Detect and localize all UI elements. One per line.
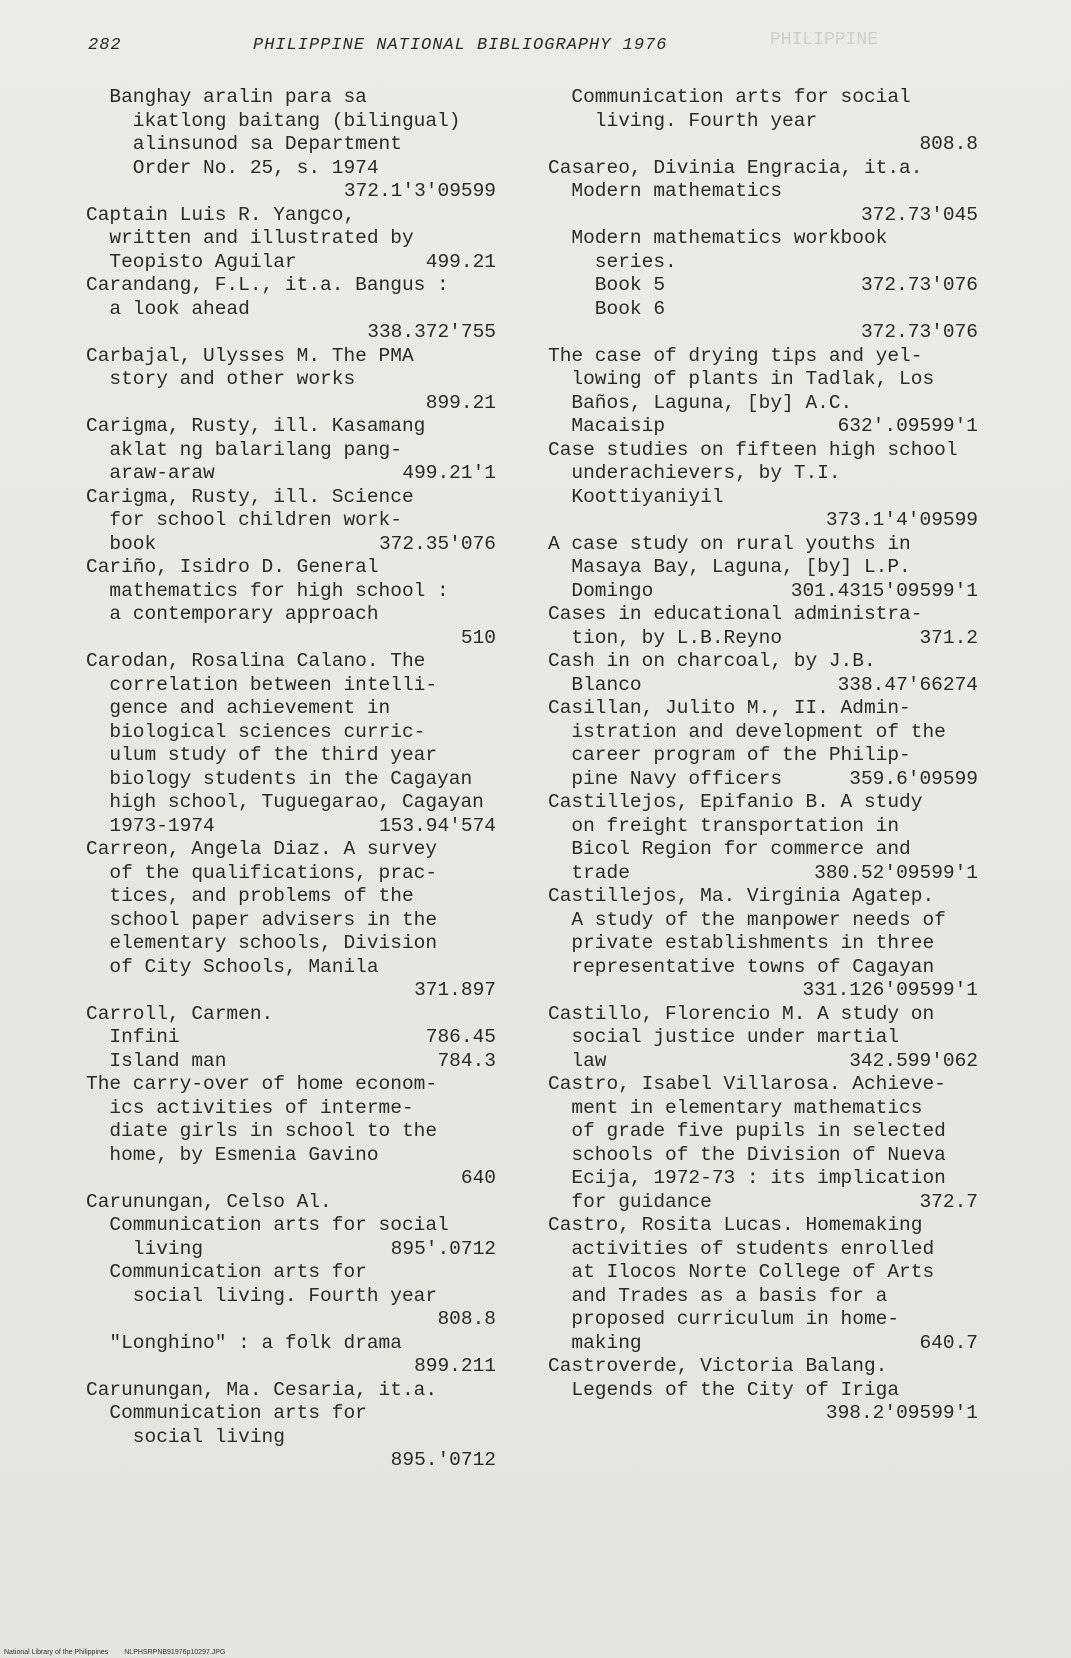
bibliography-entry xyxy=(548,86,978,157)
classification-number: 510 xyxy=(460,626,496,649)
entry-line: Castillejos, Epifanio B. A study xyxy=(548,791,923,813)
entry-line: tices, and problems of the xyxy=(86,885,414,907)
bibliography-entry xyxy=(548,885,978,1003)
entry-line: home, by Esmenia Gavino xyxy=(86,1143,379,1166)
entry-line: on freight transportation in xyxy=(548,814,900,837)
entry-line: Order No. 25, s. 1974 xyxy=(86,156,379,179)
entry-line: school paper advisers in the xyxy=(86,908,438,931)
classification-number: 371.897 xyxy=(414,979,496,1001)
entry-line: Cases in educational administra- xyxy=(548,603,923,625)
bibliography-entry xyxy=(548,791,978,885)
entry-line: story and other works xyxy=(86,368,356,390)
classification-number: 338.372'755 xyxy=(367,321,496,343)
entry-line: Modern mathematics workbook xyxy=(548,227,888,249)
entry-line: Communication arts for social xyxy=(548,86,911,108)
classification-number: 372.73'045 xyxy=(860,203,978,226)
bleed-through-text: PHILIPPINE xyxy=(770,30,879,50)
entry-line: Carunungan, Celso Al. xyxy=(86,1190,332,1213)
page-number: 282 xyxy=(88,36,122,55)
bibliography-entry xyxy=(86,1073,496,1191)
entry-line: ics activities of interme- xyxy=(86,1096,414,1119)
entry-line: 1973-1974 xyxy=(86,814,215,837)
bibliography-entry xyxy=(548,439,978,533)
entry-line: The carry-over of home econom- xyxy=(86,1073,438,1095)
entry-line: Domingo xyxy=(548,579,654,602)
entry-line: Captain Luis R. Yangco, xyxy=(86,203,356,226)
classification-number: 372.35'076 xyxy=(378,532,496,555)
entry-line: living. Fourth year xyxy=(548,109,818,132)
entry-line: proposed curriculum in home- xyxy=(548,1308,900,1330)
classification-number: 342.599'062 xyxy=(849,1049,978,1072)
bibliography-entry xyxy=(548,1073,978,1214)
classification-number: 359.6'09599 xyxy=(849,767,978,790)
bibliography-entry xyxy=(86,274,496,345)
entry-line: Carigma, Rusty, ill. Science xyxy=(86,485,414,508)
entry-line: aklat ng balarilang pang- xyxy=(86,438,402,461)
footer-source: National Library of the Philippines xyxy=(4,1649,109,1656)
entry-line: Banghay aralin para sa xyxy=(86,86,367,108)
entry-line: biology students in the Cagayan xyxy=(86,767,473,790)
entry-line: Casillan, Julito M., II. Admin- xyxy=(548,697,911,719)
classification-number: 338.47'66274 xyxy=(837,673,978,696)
entry-line: book xyxy=(86,532,157,555)
entry-line: Casareo, Divinia Engracia, it.a. xyxy=(548,156,923,179)
bibliography-entry xyxy=(86,556,496,650)
entry-line: Cariño, Isidro D. General xyxy=(86,556,379,578)
entry-line: diate girls in school to the xyxy=(86,1120,438,1142)
bibliography-entry xyxy=(86,650,496,838)
entry-line: trade xyxy=(548,861,630,884)
classification-number: 786.45 xyxy=(425,1026,496,1048)
classification-number: 373.1'4'09599 xyxy=(825,509,978,531)
classification-number: 808.8 xyxy=(919,133,978,155)
entry-line: law xyxy=(548,1049,607,1072)
entry-line: Teopisto Aguilar xyxy=(86,250,297,273)
entry-line: series. xyxy=(548,250,677,273)
classification-number: 372.73'076 xyxy=(860,321,978,343)
entry-line: Castillo, Florencio M. A study on xyxy=(548,1002,935,1025)
classification-number: 895'.0712 xyxy=(390,1237,496,1260)
entry-line: A study of the manpower needs of xyxy=(548,908,946,931)
entry-line: Castro, Isabel Villarosa. Achieve- xyxy=(548,1073,946,1095)
bibliography-entry xyxy=(86,1191,496,1262)
entry-line: social living. Fourth year xyxy=(86,1284,438,1307)
entry-line: Book 5 xyxy=(548,274,666,296)
classification-number: 372.7 xyxy=(919,1190,978,1213)
entry-line: Carreon, Angela Diaz. A survey xyxy=(86,838,438,860)
bibliography-entry xyxy=(548,345,978,439)
bibliography-entry xyxy=(86,1261,496,1332)
entry-line: Carandang, F.L., it.a. Bangus : xyxy=(86,274,449,296)
entry-line: Infini xyxy=(86,1026,180,1048)
bibliography-entry xyxy=(86,86,496,204)
bibliography-entry xyxy=(86,1003,496,1050)
entry-line: Island man xyxy=(86,1049,227,1072)
entry-line: A case study on rural youths in xyxy=(548,532,911,555)
entry-line: written and illustrated by xyxy=(86,227,414,249)
entry-line: Communication arts for social xyxy=(86,1214,449,1236)
classification-number: 398.2'09599'1 xyxy=(825,1402,978,1424)
entry-line: Communication arts for xyxy=(86,1261,367,1283)
bibliography-entry xyxy=(86,486,496,557)
classification-number: 301.4315'09599'1 xyxy=(790,579,978,602)
bibliography-entry xyxy=(86,838,496,1003)
bibliography-entry xyxy=(548,1214,978,1355)
bibliography-entry xyxy=(86,1050,496,1074)
entry-line: Book 6 xyxy=(548,297,666,320)
bibliography-entry xyxy=(548,1003,978,1074)
entry-line: Masaya Bay, Laguna, [by] L.P. xyxy=(548,556,911,578)
classification-number: 499.21'1 xyxy=(402,462,496,484)
bibliography-entry xyxy=(548,697,978,791)
entry-line: activities of students enrolled xyxy=(548,1237,935,1260)
entry-line: istration and development of the xyxy=(548,720,946,743)
entry-line: Legends of the City of Iriga xyxy=(548,1378,900,1401)
entry-line: Carroll, Carmen. xyxy=(86,1002,274,1025)
bibliography-entry xyxy=(548,603,978,650)
entry-line: for guidance xyxy=(548,1190,712,1213)
entry-line: araw-araw xyxy=(86,462,215,484)
bibliography-entry xyxy=(548,1355,978,1426)
entry-line: Koottiyaniyil xyxy=(548,485,724,508)
entry-line: Case studies on fifteen high school xyxy=(548,438,958,461)
classification-number: 153.94'574 xyxy=(378,814,496,837)
entry-line: Carunungan, Ma. Cesaria, it.a. xyxy=(86,1378,438,1401)
entry-line: social justice under martial xyxy=(548,1026,900,1048)
classification-number: 371.2 xyxy=(919,626,978,649)
entry-line: at Ilocos Norte College of Arts xyxy=(548,1261,935,1283)
footer-credit xyxy=(4,1649,225,1656)
bibliography-entry xyxy=(86,345,496,416)
bibliography-entry xyxy=(86,204,496,275)
entry-line: Castro, Rosita Lucas. Homemaking xyxy=(548,1214,923,1236)
classification-number: 895.'0712 xyxy=(390,1449,496,1471)
entry-line: for school children work- xyxy=(86,509,402,531)
entry-line: pine Navy officers xyxy=(548,767,783,790)
entry-line: schools of the Division of Nueva xyxy=(548,1143,946,1166)
classification-number: 372.1'3'09599 xyxy=(343,180,496,202)
entry-line: Baños, Laguna, [by] A.C. xyxy=(548,391,853,414)
bibliography-entry xyxy=(548,157,978,228)
entry-line: ikatlong baitang (bilingual) xyxy=(86,109,461,132)
entry-line: social living xyxy=(86,1425,285,1448)
bibliography-entry xyxy=(548,227,978,298)
entry-line: living xyxy=(86,1237,204,1260)
entry-line: representative towns of Cagayan xyxy=(548,955,935,978)
entry-line: a contemporary approach xyxy=(86,603,379,625)
entry-line: high school, Tuguegarao, Cagayan xyxy=(86,791,484,813)
classification-number: 331.126'09599'1 xyxy=(802,979,978,1001)
entry-line: Carbajal, Ulysses M. The PMA xyxy=(86,344,414,367)
entry-line: Cash in on charcoal, by J.B. xyxy=(548,650,876,672)
entry-line: alinsunod sa Department xyxy=(86,133,402,155)
entry-line: private establishments in three xyxy=(548,932,935,954)
entry-line: mathematics for high school : xyxy=(86,579,449,602)
entry-line: Blanco xyxy=(548,673,642,696)
classification-number: 632'.09599'1 xyxy=(837,415,978,437)
entry-line: ulum study of the third year xyxy=(86,744,438,766)
entry-line: biological sciences curric- xyxy=(86,720,426,743)
entry-line: ment in elementary mathematics xyxy=(548,1096,923,1119)
entry-line: of the qualifications, prac- xyxy=(86,861,438,884)
entry-line: making xyxy=(548,1331,642,1354)
entry-line: a look ahead xyxy=(86,297,250,320)
entry-line: Modern mathematics xyxy=(548,180,783,202)
page-title: PHILIPPINE NATIONAL BIBLIOGRAPHY 1976 xyxy=(253,36,668,55)
bibliography-entry xyxy=(548,650,978,697)
right-column xyxy=(548,86,978,1426)
entry-line: Carigma, Rusty, ill. Kasamang xyxy=(86,415,426,437)
entry-line: correlation between intelli- xyxy=(86,673,438,696)
entry-line: career program of the Philip- xyxy=(548,744,911,766)
entry-line: "Longhino" : a folk drama xyxy=(86,1331,402,1354)
classification-number: 899.211 xyxy=(414,1355,496,1377)
entry-line: tion, by L.B.Reyno xyxy=(548,626,783,649)
entry-line: and Trades as a basis for a xyxy=(548,1284,888,1307)
entry-line: Ecija, 1972-73 : its implication xyxy=(548,1167,946,1189)
classification-number: 499.21 xyxy=(425,250,496,273)
entry-line: Communication arts for xyxy=(86,1402,367,1424)
bibliography-entry xyxy=(86,415,496,486)
footer-filename: NLPHSRPNB91976p10297.JPG xyxy=(124,1649,226,1656)
classification-number: 899.21 xyxy=(425,391,496,414)
entry-line: underachievers, by T.I. xyxy=(548,462,841,484)
classification-number: 372.73'076 xyxy=(860,274,978,296)
classification-number: 784.3 xyxy=(437,1049,496,1072)
entry-line: lowing of plants in Tadlak, Los xyxy=(548,368,935,390)
classification-number: 640.7 xyxy=(919,1331,978,1354)
classification-number: 640 xyxy=(460,1167,496,1189)
bibliography-entry xyxy=(86,1332,496,1379)
entry-line: The case of drying tips and yel- xyxy=(548,344,923,367)
entry-line: Castroverde, Victoria Balang. xyxy=(548,1355,888,1377)
entry-line: Macaisip xyxy=(548,415,666,437)
entry-line: of City Schools, Manila xyxy=(86,955,379,978)
classification-number: 380.52'09599'1 xyxy=(814,861,978,884)
entry-line: Carodan, Rosalina Calano. The xyxy=(86,650,426,672)
entry-line: Castillejos, Ma. Virginia Agatep. xyxy=(548,885,935,907)
entry-line: gence and achievement in xyxy=(86,697,391,719)
entry-line: of grade five pupils in selected xyxy=(548,1120,946,1142)
left-column xyxy=(86,86,496,1473)
entry-line: elementary schools, Division xyxy=(86,932,438,954)
bibliography-entry xyxy=(548,298,978,345)
classification-number: 808.8 xyxy=(437,1308,496,1330)
bibliography-entry xyxy=(86,1379,496,1473)
bibliography-entry xyxy=(548,533,978,604)
entry-line: Bicol Region for commerce and xyxy=(548,838,911,860)
